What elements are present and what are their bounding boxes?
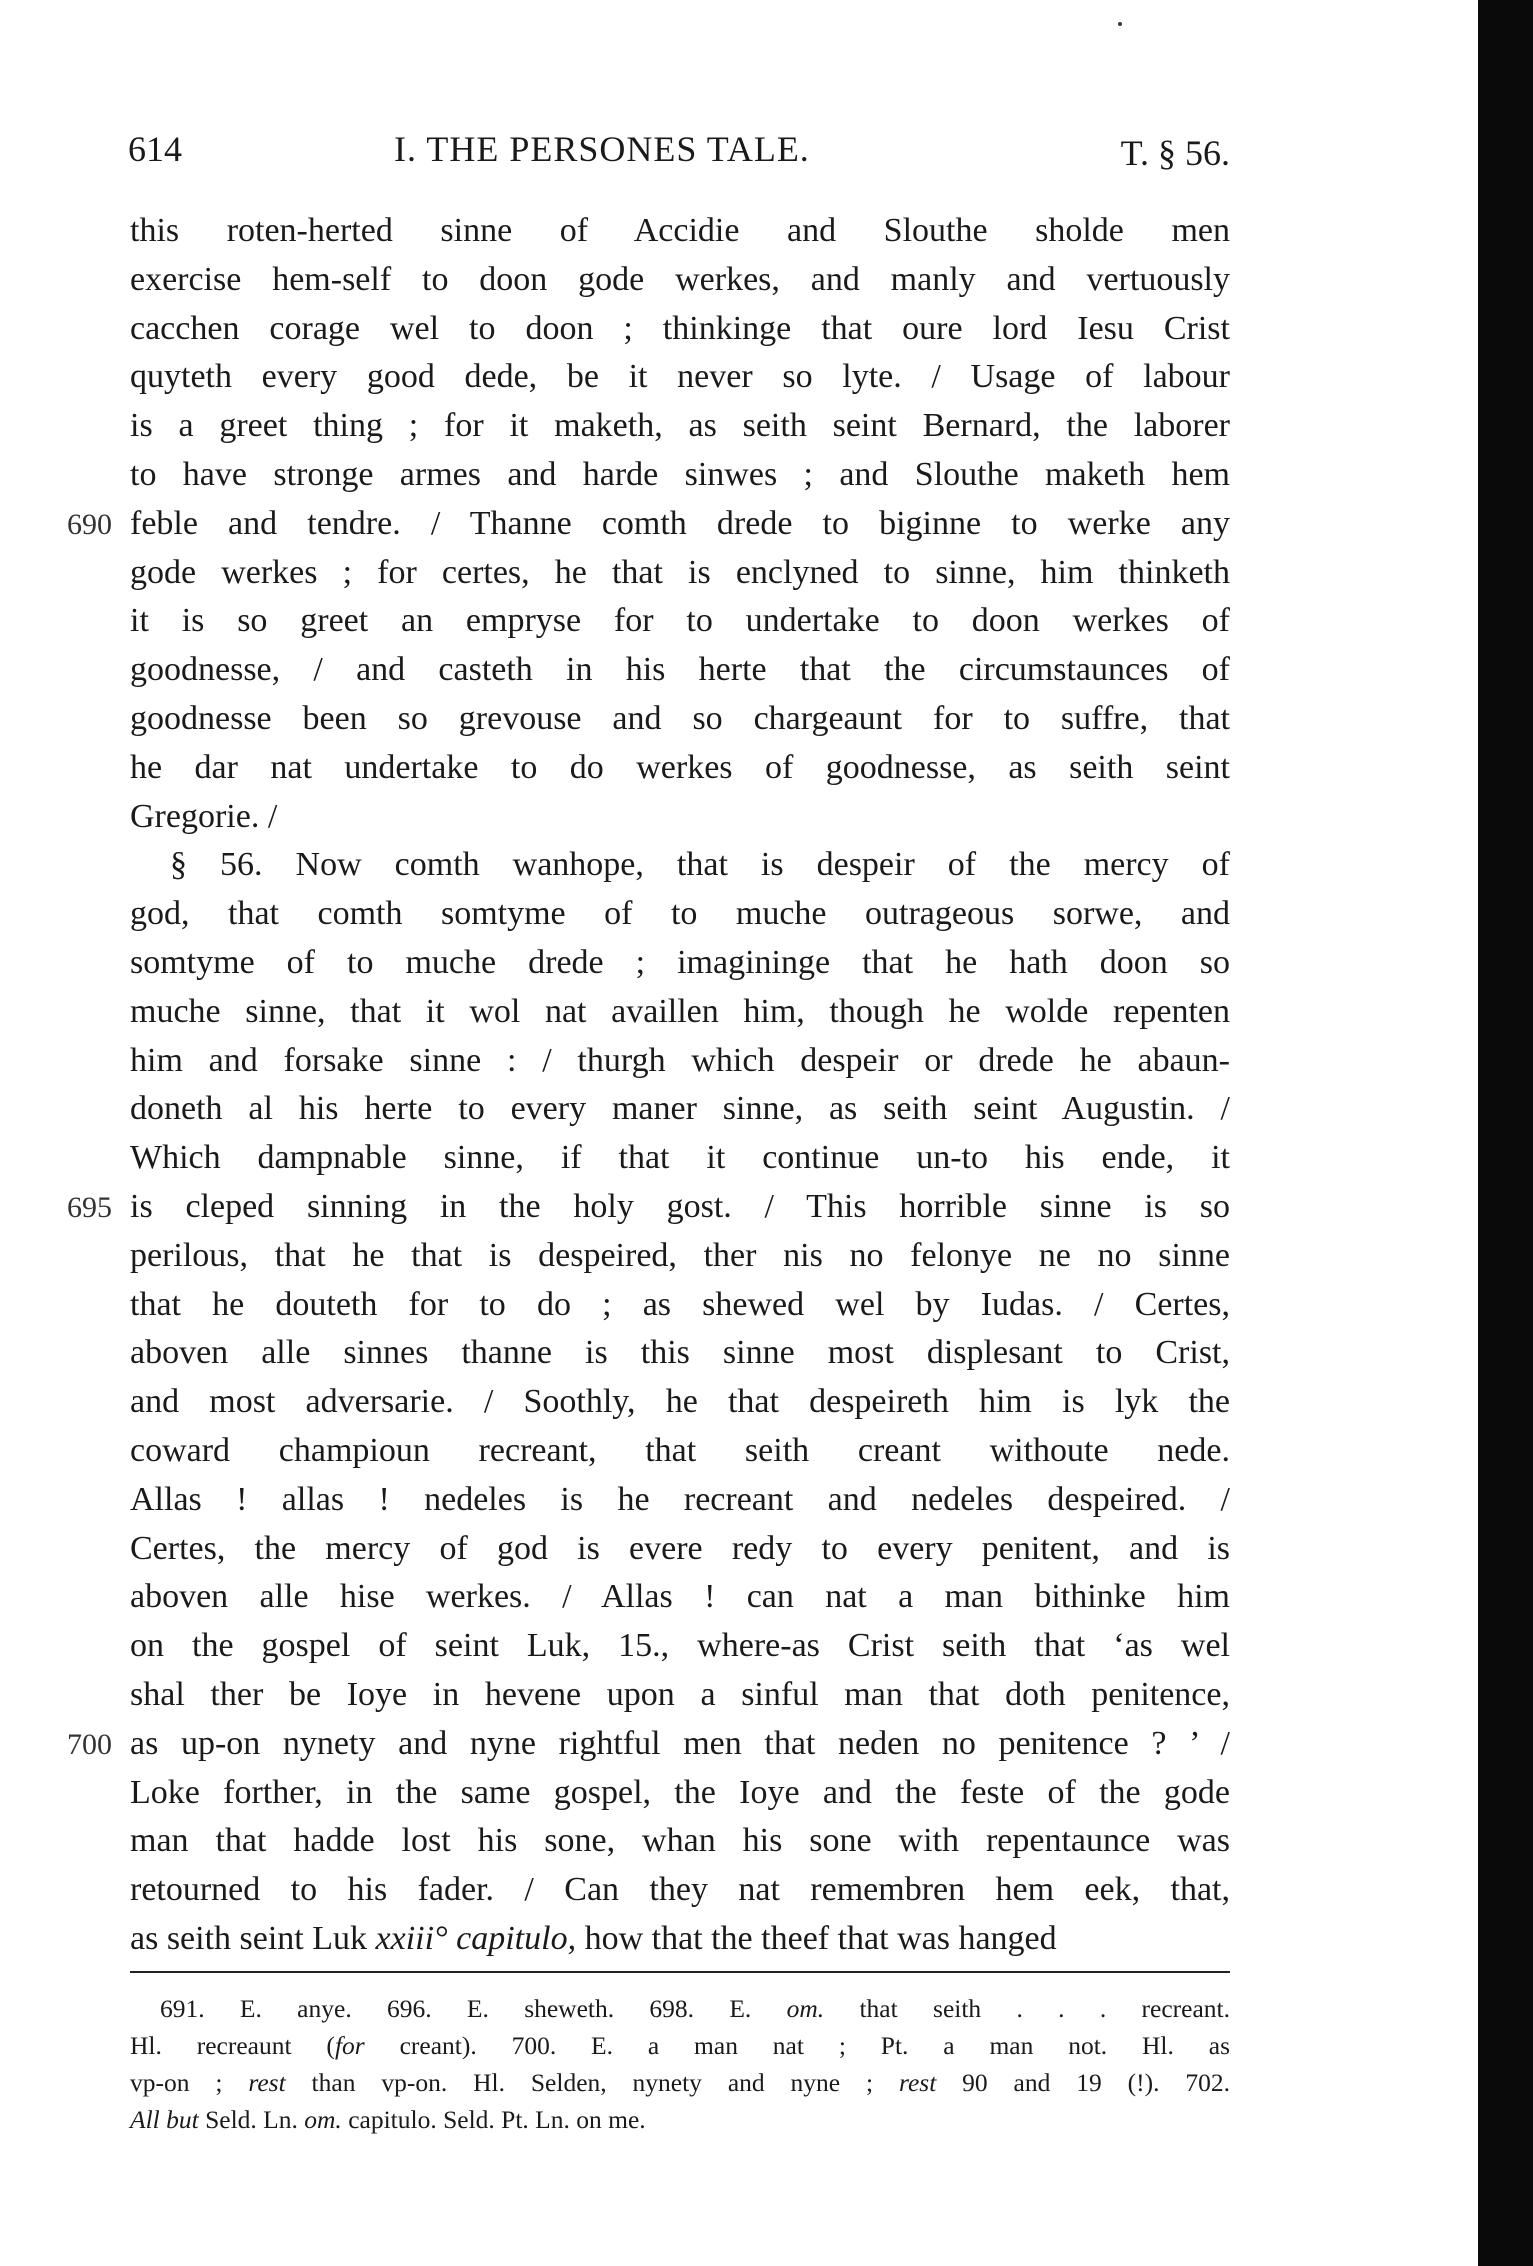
footnote-text: vp-on ; [130, 2068, 249, 2097]
text-line: Certes, the mercy of god is evere redy to every penitent, and is [130, 1529, 1230, 1567]
text-line: is cleped sinning in the holy gost. / This horrible sinne is so [130, 1187, 1230, 1225]
footnote-italic: om. [304, 2105, 342, 2134]
page-number: 614 [128, 129, 182, 169]
line-number: 690 [67, 507, 112, 541]
footnotes [130, 1990, 1231, 2138]
text-line: cacchen corage wel to doon ; thinkinge that oure lord Iesu Crist [130, 309, 1230, 347]
text-line: Loke forther, in the same gospel, the Ioye and the feste of the gode [130, 1773, 1230, 1811]
text-line: and most adversarie. / Soothly, he that despeireth him is lyk the [130, 1383, 1230, 1421]
footnote-text: than vp-on. Hl. Selden, nynety and nyne ; [285, 2068, 899, 2097]
footnote-text: capitulo. Seld. Pt. Ln. on me. [341, 2105, 646, 2134]
text-line: Gregorie. / [130, 797, 278, 835]
text-line: § 56. Now comth wanhope, that is despeir of the mercy of [170, 846, 1230, 884]
text-line: Allas ! allas ! nedeles is he recreant and nedeles despeired. / [130, 1480, 1230, 1518]
text-line: as up-on nynety and nyne rightful men that neden no penitence ? ’ / [130, 1724, 1230, 1762]
text-line: god, that comth somtyme of to muche outrageous sorwe, and [130, 895, 1230, 933]
footnote-line [130, 2027, 1230, 2064]
footnote-italic: rest [898, 2068, 937, 2097]
text-line: he dar nat undertake to do werkes of goodnesse, as seith seint [130, 748, 1230, 786]
text-line: this roten-herted sinne of Accidie and Slouthe sholde men [130, 212, 1230, 249]
text-line: as seith seint Luk xxiii° capitulo, how that the theef that was hanged [130, 1919, 1057, 1957]
text-line: gode werkes ; for certes, he that is enclyned to sinne, him thinketh [130, 553, 1230, 591]
text-line: retourned to his fader. / Can they nat remembren hem eek, that, [130, 1871, 1230, 1909]
line-number: 695 [67, 1191, 112, 1224]
footnote-rule [130, 1971, 1230, 1973]
text-line-tail: how that the theef that was hanged [576, 1919, 1057, 1957]
text-line: aboven alle hise werkes. / Allas ! can nat a man bithinke him [130, 1578, 1230, 1616]
footnote-text: creant). 700. E. a man nat ; Pt. a man not. Hl. as [364, 2031, 1230, 2060]
text-line: doneth al his herte to every maner sinne, as seith seint Augustin. / [130, 1090, 1230, 1128]
text-line: goodnesse been so grevouse and so chargeaunt for to suffre, that [130, 699, 1230, 737]
footnote-italic: for [334, 2031, 365, 2060]
footnote-line [160, 1990, 1230, 2027]
italic-citation: xxiii° capitulo, [375, 1919, 577, 1957]
main-text [130, 207, 1230, 1964]
text-line: perilous, that he that is despeired, ther nis no felonye ne no sinne [130, 1236, 1230, 1274]
text-line: it is so greet an empryse for to undertake to doon werkes of [130, 602, 1230, 640]
footnote-line [130, 2064, 1230, 2101]
text-line: man that hadde lost his sone, whan his sone with repentaunce was [130, 1822, 1230, 1860]
text-line: that he douteth for to do ; as shewed wel by Iudas. / Certes, [130, 1285, 1230, 1323]
section-reference: T. § 56. [1120, 133, 1230, 173]
footnote-text: 691. E. anye. 696. E. sheweth. 698. E. [160, 1994, 787, 2023]
text-line: exercise hem-self to doon gode werkes, and manly and vertuously [130, 260, 1230, 298]
text-line: is a greet thing ; for it maketh, as seith seint Bernard, the laborer [130, 407, 1230, 445]
text-line: to have stronge armes and harde sinwes ; and Slouthe maketh hem [130, 455, 1230, 493]
footnote-text: 90 and 19 (!). 702. [936, 2068, 1231, 2097]
text-line: shal ther be Ioye in hevene upon a sinful man that doth penitence, [130, 1675, 1230, 1713]
text-line: quyteth every good dede, be it never so lyte. / Usage of labour [130, 358, 1230, 396]
text-line: Which dampnable sinne, if that it continue un-to his ende, it [130, 1139, 1230, 1177]
text-line: somtyme of to muche drede ; imagininge that he hath doon so [130, 943, 1230, 981]
page-edge-shadow [1478, 0, 1533, 2266]
ink-speck [1118, 22, 1122, 26]
footnote-italic: All but [130, 2105, 199, 2134]
running-title: I. THE PERSONES TALE. [394, 129, 810, 169]
line-number: 700 [67, 1727, 112, 1761]
footnote-text: Hl. recreaunt ( [130, 2031, 335, 2060]
text-line: on the gospel of seint Luk, 15., where-as Crist seith that ‘as wel [130, 1627, 1230, 1665]
text-line: coward champioun recreant, that seith creant withoute nede. [130, 1431, 1230, 1469]
footnote-text: that seith . . . recreant. [824, 1994, 1230, 2023]
footnote-italic: rest [248, 2068, 286, 2097]
footnote-italic: om. [786, 1994, 825, 2023]
footnote-line [130, 2101, 1230, 2138]
text-line: goodnesse, / and casteth in his herte that the circumstaunces of [130, 651, 1230, 689]
text-line: aboven alle sinnes thanne is this sinne most displesant to Crist, [130, 1334, 1230, 1372]
text-line: him and forsake sinne : / thurgh which despeir or drede he abaun- [130, 1041, 1230, 1079]
text-line: muche sinne, that it wol nat availlen him, though he wolde repenten [130, 992, 1230, 1030]
text-line: feble and tendre. / Thanne comth drede to biginne to werke any [130, 504, 1230, 542]
footnote-text: Seld. Ln. [198, 2105, 305, 2134]
running-header [126, 122, 1230, 178]
